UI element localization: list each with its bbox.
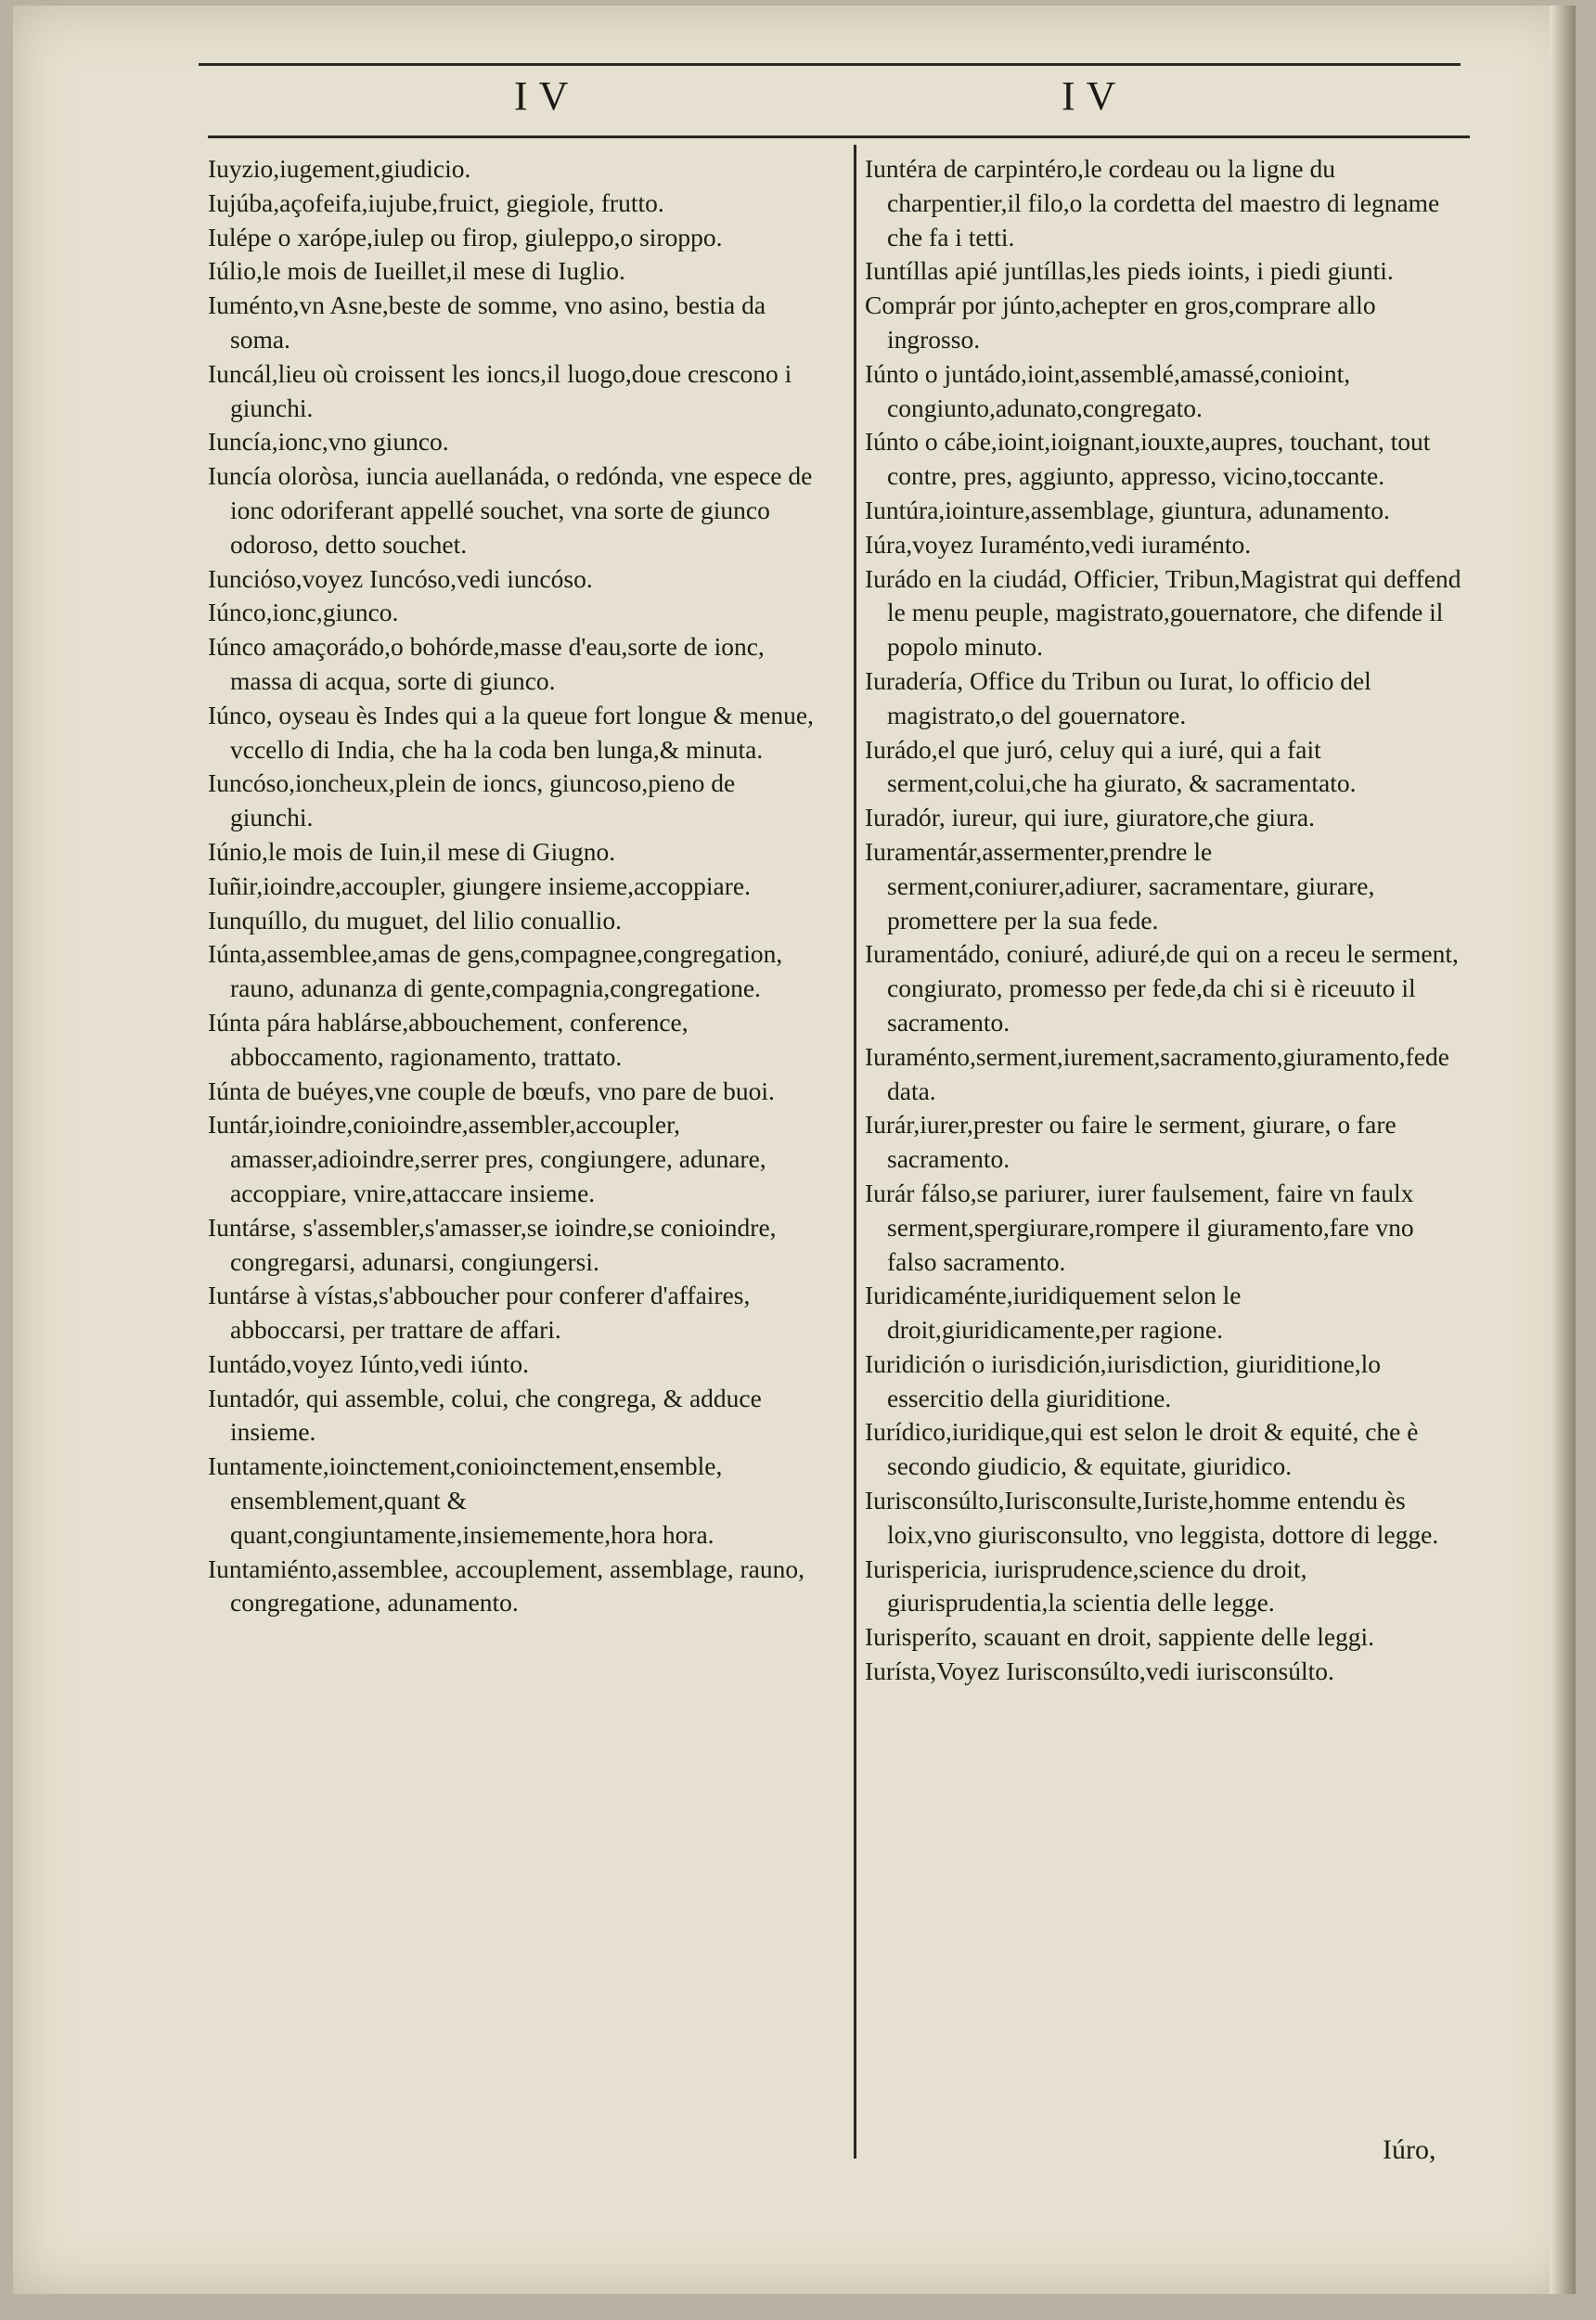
dictionary-entry: Iuramentár,assermenter,prendre le serment,coniurer,adiurer, sacramentare, giurare, promettere per la sua fede. bbox=[865, 836, 1382, 934]
book-page bbox=[13, 6, 1576, 2294]
dictionary-entry: Iuncóso,ioncheux,plein de ioncs, giuncoso,pieno de giunchi. bbox=[208, 768, 742, 832]
dictionary-entry: Iuncía oloròsa, iuncia auellanáda, o redónda, vne espece de ionc odoriferant appellé souchet, vna sorte de giunco odoroso, detto souchet. bbox=[208, 461, 819, 559]
dictionary-entry: Iurispericia, iurisprudence,science du droit, giurisprudentia,la scientia delle legge. bbox=[865, 1553, 1314, 1618]
dictionary-entry: Iuntamiénto,assemblee, accouplement, assemblage, rauno, congregatione, adunamento. bbox=[208, 1553, 811, 1618]
dictionary-entry: Iuntamente,ioinctement,conioinctement,ensemble, ensemblement,quant & quant,congiuntamente,insiememente,hora hora. bbox=[208, 1451, 729, 1549]
dictionary-entry: Iúnio,le mois de Iuin,il mese di Giugno. bbox=[208, 836, 616, 866]
dictionary-entry: Iurár fálso,se pariurer, iurer faulsement, faire vn faulx serment,spergiurare,rompere il giuramento,fare vno falso sacramento. bbox=[865, 1178, 1421, 1276]
dictionary-entry: Iurídico,iuridique,qui est selon le droit & equité, che è secondo giudicio, & equitate, giuridico. bbox=[865, 1417, 1425, 1481]
dictionary-entry: Iuntíllas apié juntíllas,les pieds ioints, i piedi giunti. bbox=[865, 256, 1394, 286]
dictionary-entry: Iúnco, oyseau ès Indes qui a la queue fort longue & menue, vccello di India, che ha la coda ben lunga,& minuta. bbox=[208, 700, 820, 764]
dictionary-entry: Iuntúra,iointure,assemblage, giuntura, adunamento. bbox=[865, 495, 1390, 524]
dictionary-entry: Iurádo en la ciudád, Officier, Tribun,Magistrat qui deffend le menu peuple, magistrato,gouernatore, che difende il popolo minuto. bbox=[865, 563, 1468, 662]
dictionary-entry: Iuyzio,iugement,giudicio. bbox=[208, 154, 471, 183]
dictionary-entry: Iuntadór, qui assemble, colui, che congrega, & adduce insieme. bbox=[208, 1383, 768, 1447]
dictionary-entry: Iúnto o cábe,ioint,ioignant,iouxte,aupres, touchant, tout contre, pres, aggiunto, appresso, vicino,toccante. bbox=[865, 427, 1437, 491]
dictionary-entry: Iuncál,lieu où croissent les ioncs,il luogo,doue crescono i giunchi. bbox=[208, 358, 799, 422]
dictionary-entry: Iúnco amaçorádo,o bohórde,masse d'eau,sorte de ionc, massa di acqua, sorte di giunco. bbox=[208, 632, 771, 695]
dictionary-entry: Iuntéra de carpintéro,le cordeau ou la ligne du charpentier,il filo,o la cordetta del maestro di legname che fa i tetti. bbox=[865, 154, 1447, 251]
page-header bbox=[13, 6, 1576, 145]
dictionary-entry: Iuridicaménte,iuridiquement selon le droit,giuridicamente,per ragione. bbox=[865, 1281, 1248, 1345]
dictionary-entry: Iuntádo,voyez Iúnto,vedi iúnto. bbox=[208, 1348, 529, 1378]
dictionary-entry: Iúnta de buéyes,vne couple de bœufs, vno pare de buoi. bbox=[208, 1076, 775, 1105]
top-rule bbox=[199, 63, 1461, 66]
dictionary-entry: Iurár,iurer,prester ou faire le serment, giurare, o fare sacramento. bbox=[865, 1110, 1403, 1174]
dictionary-entry: Iuntár,ioindre,conioindre,assembler,accoupler, amasser,adioindre,serrer pres, congiungere, adunare, accoppiare, vnire,attaccare insieme. bbox=[208, 1110, 773, 1207]
dictionary-entry: Iúlio,le mois de Iueillet,il mese di Iuglio. bbox=[208, 256, 625, 286]
dictionary-entry: Iuraménto,serment,iurement,sacramento,giuramento,fede data. bbox=[865, 1041, 1456, 1105]
dictionary-entry: Iujúba,açofeifa,iujube,fruict, giegiole, frutto. bbox=[208, 187, 664, 217]
dictionary-entry: Iunciόso,voyez Iuncóso,vedi iuncóso. bbox=[208, 563, 593, 593]
column-divider bbox=[854, 145, 856, 2159]
running-head-right: IV bbox=[1062, 73, 1127, 119]
dictionary-entry: Iurádo,el que juró, celuy qui a iuré, qui a fait serment,colui,che ha giurato, & sacramentato. bbox=[865, 734, 1357, 798]
dictionary-entry: Iúnta,assemblee,amas de gens,compagnee,congregation, rauno, adunanza di gente,compagnia,congregatione. bbox=[208, 939, 790, 1003]
dictionary-entry: Iuñir,ioindre,accoupler, giungere insieme,accoppiare. bbox=[208, 870, 751, 900]
dictionary-entry: Iurisconsúlto,Iurisconsulte,Iuriste,homme entendu ès loix,vno giurisconsulto, vno leggista, dottore di legge. bbox=[865, 1486, 1439, 1549]
right-column bbox=[865, 152, 1468, 1689]
dictionary-entry: Iuridición o iurisdición,iurisdiction, giuriditione,lo essercitio della giuriditione. bbox=[865, 1348, 1387, 1412]
dictionary-entry: Iúnco,ionc,giunco. bbox=[208, 598, 399, 627]
dictionary-entry: Iuménto,vn Asne,beste de somme, vno asino, bestia da soma. bbox=[208, 290, 772, 354]
dictionary-entry: Iuntárse, s'assembler,s'amasser,se ioindre,se conioindre, congregarsi, adunarsi, congiungersi. bbox=[208, 1212, 783, 1276]
dictionary-entry: Iuradería, Office du Tribun ou Iurat, lo officio del magistrato,o del gouernatore. bbox=[865, 665, 1378, 729]
dictionary-entry: Iunquíllo, du muguet, del lilio conuallio. bbox=[208, 905, 623, 934]
header-rule bbox=[208, 135, 1470, 138]
catchword: Iúro, bbox=[1383, 2134, 1436, 2165]
dictionary-entry: Iurisperíto, scauant en droit, sappiente delle leggi. bbox=[865, 1622, 1375, 1652]
page-gutter-shadow bbox=[1550, 6, 1576, 2294]
left-column bbox=[208, 152, 820, 1620]
dictionary-entry: Iúra,voyez Iuraménto,vedi iuraménto. bbox=[865, 529, 1252, 559]
dictionary-entry: Iuncía,ionc,vno giunco. bbox=[208, 427, 449, 457]
dictionary-entry: Iuntárse à vístas,s'abboucher pour conferer d'affaires, abboccarsi, per trattare de affari. bbox=[208, 1281, 757, 1345]
dictionary-entry: Comprár por júnto,achepter en gros,comprare allo ingrosso. bbox=[865, 290, 1383, 354]
dictionary-entry: Iúnta pára hablárse,abbouchement, conference, abboccamento, ragionamento, trattato. bbox=[208, 1007, 695, 1071]
dictionary-entry: Iúnto o juntádo,ioint,assemblé,amassé,conioint, congiunto,adunato,congregato. bbox=[865, 358, 1358, 422]
running-head-left: IV bbox=[514, 73, 580, 119]
dictionary-entry: Iuramentádo, coniuré, adiuré,de qui on a receu le serment, congiurato, promesso per fede,da chi si è riceuuto il sacramento. bbox=[865, 939, 1465, 1037]
dictionary-entry: Iuradór, iureur, qui iure, giuratore,che giura. bbox=[865, 803, 1315, 832]
dictionary-entry: Iurísta,Voyez Iurisconsúlto,vedi iurisconsúlto. bbox=[865, 1656, 1334, 1686]
dictionary-entry: Iulépe o xarópe,iulep ou firop, giuleppo,o siroppo. bbox=[208, 222, 723, 251]
